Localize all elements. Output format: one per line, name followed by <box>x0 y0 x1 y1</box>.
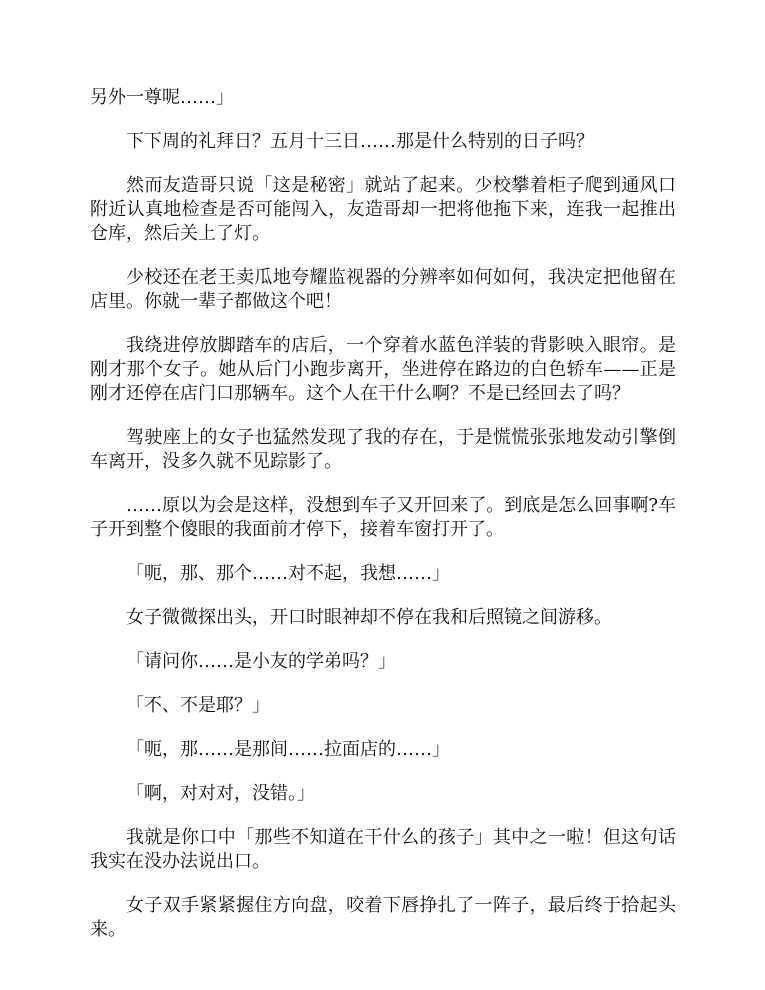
paragraph-10: 「请问你……是小友的学弟吗？」 <box>126 651 396 672</box>
paragraph-11: 「不、不是耶？」 <box>126 695 270 716</box>
paragraph-4: 少校还在老王卖瓜地夸耀监视器的分辨率如何如何，我决定把他留在店里。你就一辈子都做这个吧！ <box>90 267 676 312</box>
paragraph-1: 另外一尊呢……」 <box>90 87 234 108</box>
paragraph-3: 然而友造哥只说「这是秘密」就站了起来。少校攀着柜子爬到通风口附近认真地检查是否可能闯入，友造哥却一把将他拖下来，连我一起推出仓库，然后关上了灯。 <box>90 175 676 244</box>
paragraph-8: 「呃，那、那个……对不起，我想……」 <box>126 563 450 584</box>
paragraph-13: 「啊，对对对，没错。」 <box>126 783 315 804</box>
paragraph-12: 「呃，那……是那间……拉面店的……」 <box>126 739 450 760</box>
paragraph-6: 驾驶座上的女子也猛然发现了我的存在，于是慌慌张张地发动引擎倒车离开，没多久就不见踪影了。 <box>90 427 676 472</box>
document-page <box>90 86 676 962</box>
paragraph-15: 女子双手紧紧握住方向盘，咬着下唇挣扎了一阵子，最后终于拾起头来。 <box>90 895 676 940</box>
paragraph-5: 我绕进停放脚踏车的店后，一个穿着水蓝色洋装的背影映入眼帘。是刚才那个女子。她从后门小跑步离开，坐进停在路边的白色轿车——正是刚才还停在店门口那辆车。这个人在干什么啊？不是已经回去了吗？ <box>90 335 676 404</box>
paragraph-2: 下下周的礼拜日？五月十三日……那是什么特别的日子吗？ <box>126 131 594 152</box>
paragraph-14: 我就是你口中「那些不知道在干什么的孩子」其中之一啦！但这句话我实在没办法说出口。 <box>90 827 676 872</box>
paragraph-9: 女子微微探出头，开口时眼神却不停在我和后照镜之间游移。 <box>126 607 612 628</box>
paragraph-7: ……原以为会是这样，没想到车子又开回来了。到底是怎么回事啊?车子开到整个傻眼的我面前才停下，接着车窗打开了。 <box>90 495 676 540</box>
